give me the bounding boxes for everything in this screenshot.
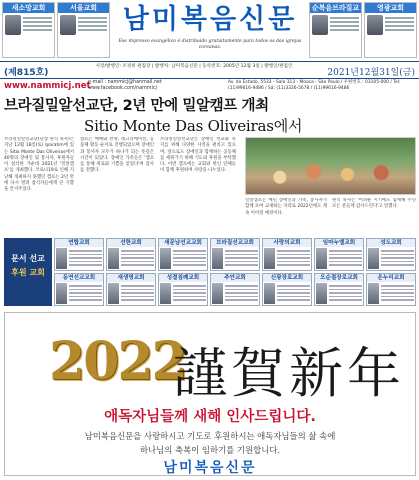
newspaper-subtitle: Ese impresso evangélico é distribuido gratuitamente para todos os das igrejas coreanas. bbox=[118, 39, 302, 50]
website-link[interactable]: www.nammicj.net bbox=[4, 81, 91, 91]
info-bar bbox=[0, 61, 419, 79]
church-ad-left-2[interactable] bbox=[57, 2, 110, 58]
pastor-photo bbox=[160, 248, 171, 269]
issue-date: 2021년12월31일(금) bbox=[327, 68, 415, 78]
church-ad-left-1[interactable] bbox=[2, 2, 55, 58]
pastor-photo bbox=[312, 15, 328, 35]
mission-support-label bbox=[4, 238, 52, 306]
pastor-photo bbox=[368, 283, 379, 304]
church-ad-name: 순복음브라질교 bbox=[311, 4, 360, 12]
church-name: 사랑의교회 bbox=[263, 239, 311, 247]
article-headline[interactable]: 브라질밀알선교단, 2년 만에 밀알캠프 개최 bbox=[4, 98, 269, 114]
email-link[interactable]: e-mail : nammicj@hanmail.net bbox=[88, 80, 162, 85]
church-name: 주안교회 bbox=[211, 274, 259, 282]
church-name: 성결침례교회 bbox=[159, 274, 207, 282]
church-name: 임마누엘교회 bbox=[315, 239, 363, 247]
church-name: 새문남선교교회 bbox=[159, 239, 207, 247]
church-ad-name: 새소망교회 bbox=[3, 3, 54, 13]
church-listing[interactable] bbox=[158, 273, 208, 306]
church-directory bbox=[54, 238, 416, 306]
newspaper-title: 남미복음신문 bbox=[122, 4, 298, 35]
article-column: 원석 목사는 '어려운 시기에도 함께해 주신 모든 분들께 감사드린다'고 말했다. bbox=[332, 198, 416, 210]
church-name: 연합교회 bbox=[55, 239, 103, 247]
church-listing[interactable] bbox=[366, 238, 416, 271]
church-listing[interactable] bbox=[54, 238, 104, 271]
church-listing[interactable] bbox=[158, 238, 208, 271]
pastor-photo bbox=[212, 283, 223, 304]
church-name: 새생명교회 bbox=[107, 274, 155, 282]
church-name: 동연선교교회 bbox=[55, 274, 103, 282]
church-listing[interactable] bbox=[366, 273, 416, 306]
contact-bar bbox=[0, 80, 419, 94]
article-subhead: Sitio Monte Das Oliveiras에서 bbox=[84, 117, 303, 135]
pastor-photo bbox=[108, 248, 119, 269]
church-ad-right-2[interactable] bbox=[364, 2, 417, 58]
pastor-photo bbox=[60, 15, 76, 35]
church-listing[interactable] bbox=[210, 238, 260, 271]
pastor-photo bbox=[108, 283, 119, 304]
pastor-photo bbox=[316, 248, 327, 269]
church-listing[interactable] bbox=[314, 273, 364, 306]
facebook-link[interactable]: www.facebook.com/nammicj bbox=[88, 86, 157, 91]
church-name: 성도교회 bbox=[367, 239, 415, 247]
church-ad-right-1[interactable] bbox=[309, 2, 362, 58]
pastor-photo bbox=[56, 248, 67, 269]
article-column: 밀알캠프는 매년 장애인과 가족, 봉사자가 함께 모여 교제하는 자리로 2022년에도 계속 이어질 예정이다. bbox=[245, 198, 327, 216]
pastor-photo bbox=[160, 283, 171, 304]
church-ad-name: 영광교회 bbox=[365, 3, 416, 13]
church-name: 온누리교회 bbox=[367, 274, 415, 282]
new-year-body-line: 남미복음신문을 사랑하시고 기도로 후원하시는 애독자님들의 삶 속에 bbox=[84, 431, 336, 441]
new-year-main-text: 애독자님들께 새해 인사드립니다. bbox=[104, 409, 316, 425]
new-year-body-line: 하나님의 축복이 임하기를 기원합니다. bbox=[139, 445, 281, 455]
church-listing[interactable] bbox=[262, 238, 312, 271]
church-listing[interactable] bbox=[314, 238, 364, 271]
issue-number: (제815호) bbox=[4, 68, 49, 78]
pastor-photo bbox=[316, 283, 327, 304]
pastor-photo bbox=[56, 283, 67, 304]
church-name: 브라질선교교회 bbox=[211, 239, 259, 247]
publisher-info: 사장/발행인: 조경희 편집장 | 발행처: 남미복음신문 | 등록번호: 2005년 12월 3일 | 발행인/편집인 bbox=[95, 64, 293, 69]
mission-label-line1: 문서 선교 bbox=[11, 254, 45, 263]
new-year-greeting-hanja: 謹賀新年 bbox=[173, 342, 405, 405]
church-name: 오순절장로교회 bbox=[315, 274, 363, 282]
newspaper-title-box bbox=[114, 2, 306, 38]
pastor-photo bbox=[367, 15, 383, 35]
church-ad-name: 서울교회 bbox=[58, 3, 109, 13]
new-year-body-text bbox=[5, 429, 415, 457]
new-year-signature: 남미복음신문 bbox=[163, 460, 257, 476]
article-column: 캠프는 예배와 찬양, 레크리에이션, 공동체 활동 순서로 진행되었으며 장애인과 봉사자 모두가 하나가 되는 뜻깊은 시간이 되었다. 장애인 가족들은 '캠프를 통해 위로와 기쁨을 얻었다'며 감사를 전했다. bbox=[80, 137, 154, 174]
masthead bbox=[0, 0, 419, 62]
address-info: Av. do Estado, 5533 - Sala 313 - Mooca - São Paulo / 우편번호 : 03105-000 / Tel: (11)99616-9486 / Sá: (11)3326-5678 / (11)99616-9486 bbox=[228, 80, 401, 91]
pastor-photo bbox=[264, 248, 275, 269]
camp-group-photo bbox=[245, 137, 416, 195]
church-listing[interactable] bbox=[106, 273, 156, 306]
article-column: 브라질밀알선교단(단장 원석 목사)은 지난 12월 18일(토) Iparatim에 있는 Sitio Monte Das Oliveiras에서 40명의 장애인 및 봉사자, 후원자들이 참석한 가운데 2021년 '밀알캠프'를 개최했다. 코로나19로 인해 지난해 개최하지 못했던 캠프는 2년 만에 다시 열려 참석자들에게 큰 기쁨을 안겨주었다. bbox=[4, 137, 74, 193]
pastor-photo bbox=[5, 15, 21, 35]
church-listing[interactable] bbox=[106, 238, 156, 271]
church-name: 선한교회 bbox=[107, 239, 155, 247]
mission-label-line2: 후원 교회 bbox=[11, 268, 45, 277]
pastor-photo bbox=[264, 283, 275, 304]
new-year-number: 2022 bbox=[49, 331, 186, 392]
church-listing[interactable] bbox=[210, 273, 260, 306]
contact-info bbox=[88, 80, 162, 92]
article-column: 브라질밀알선교단은 장애인 선교와 복지를 위해 다양한 사역을 펼치고 있으며, 앞으로도 장애인과 함께하는 공동체를 세워가기 위해 기도와 후원을 부탁했다. 이번 캠프에는 교회와 한인 단체들이 함께 후원하며 사랑을 나누었다. bbox=[160, 137, 236, 174]
church-listing[interactable] bbox=[54, 273, 104, 306]
church-listing[interactable] bbox=[262, 273, 312, 306]
pastor-photo bbox=[212, 248, 223, 269]
church-name: 신광장로교회 bbox=[263, 274, 311, 282]
pastor-photo bbox=[368, 248, 379, 269]
new-year-greeting-ad bbox=[4, 312, 416, 476]
